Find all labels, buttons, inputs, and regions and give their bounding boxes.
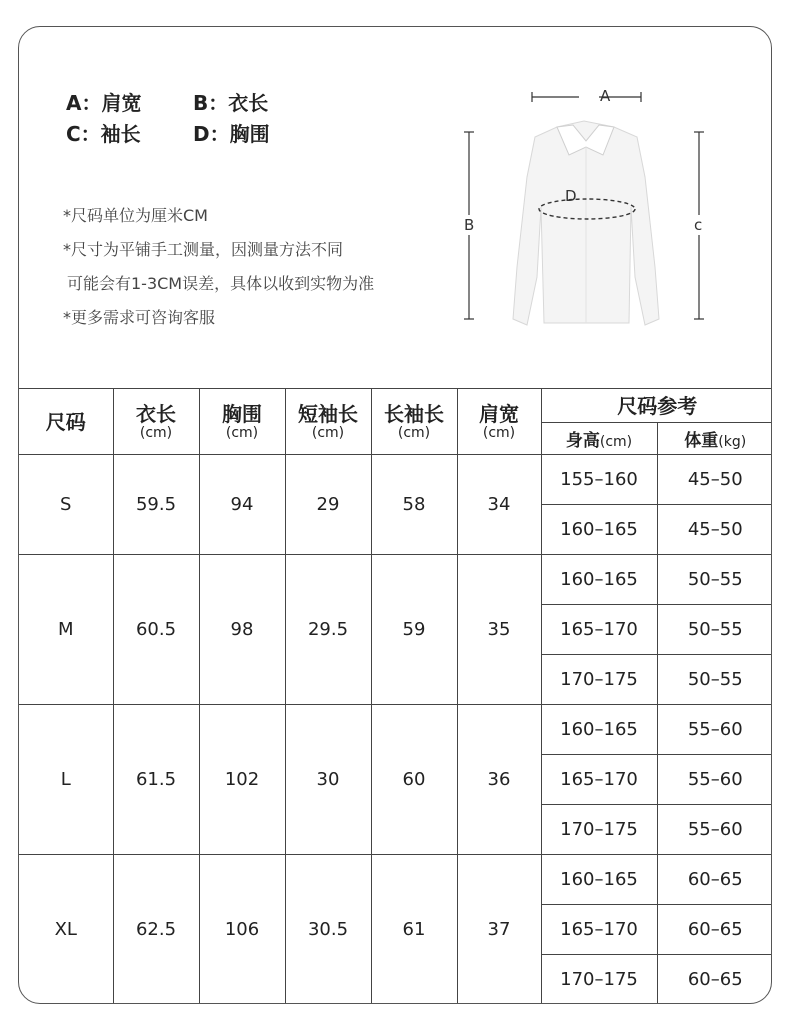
legend-d: D：胸围 [192, 122, 270, 146]
cell-length: 62.5 [113, 855, 199, 1005]
cell-height: 165–170 [541, 605, 657, 655]
cell-short-sleeve: 30.5 [285, 855, 371, 1005]
cell-weight: 55–60 [657, 805, 772, 855]
table-row [19, 455, 772, 505]
size-table [19, 388, 772, 1004]
cell-weight: 45–50 [657, 505, 772, 555]
cell-long-sleeve: 61 [371, 855, 457, 1005]
size-chart-card [18, 26, 772, 1004]
table-row [19, 855, 772, 905]
cell-length: 60.5 [113, 555, 199, 705]
header-size: 尺码 [19, 389, 113, 455]
header-length: 衣长 (cm) [113, 389, 199, 455]
note-line: *更多需求可咨询客服 [63, 308, 216, 327]
cell-chest: 94 [199, 455, 285, 555]
cell-weight: 60–65 [657, 855, 772, 905]
cell-long-sleeve: 60 [371, 705, 457, 855]
cell-length: 61.5 [113, 705, 199, 855]
note-line: *尺码单位为厘米CM [63, 206, 208, 225]
cell-long-sleeve: 58 [371, 455, 457, 555]
cell-size: S [19, 455, 113, 555]
cell-size: M [19, 555, 113, 705]
cell-long-sleeve: 59 [371, 555, 457, 705]
cell-weight: 55–60 [657, 705, 772, 755]
header-short-sleeve: 短袖长 (cm) [285, 389, 371, 455]
cell-chest: 102 [199, 705, 285, 855]
header-chest: 胸围 (cm) [199, 389, 285, 455]
cell-weight: 45–50 [657, 455, 772, 505]
cell-height: 160–165 [541, 705, 657, 755]
cell-shoulder: 36 [457, 705, 541, 855]
measurement-notes [63, 199, 374, 335]
label-b: B [464, 216, 475, 234]
label-d: D [565, 187, 577, 205]
cell-length: 59.5 [113, 455, 199, 555]
cell-weight: 50–55 [657, 555, 772, 605]
cell-weight: 55–60 [657, 755, 772, 805]
cell-height: 165–170 [541, 905, 657, 955]
cell-short-sleeve: 29.5 [285, 555, 371, 705]
cell-height: 170–175 [541, 805, 657, 855]
header-height: 身高(cm) [541, 423, 657, 455]
label-c: c [694, 216, 703, 234]
table-row [19, 705, 772, 755]
cell-shoulder: 35 [457, 555, 541, 705]
cell-shoulder: 37 [457, 855, 541, 1005]
cell-height: 155–160 [541, 455, 657, 505]
shirt-illustration [459, 87, 709, 337]
cell-short-sleeve: 30 [285, 705, 371, 855]
cell-chest: 98 [199, 555, 285, 705]
cell-short-sleeve: 29 [285, 455, 371, 555]
cell-shoulder: 34 [457, 455, 541, 555]
label-a: A [600, 87, 611, 105]
cell-chest: 106 [199, 855, 285, 1005]
note-line: 可能会有1-3CM误差，具体以收到实物为准 [67, 274, 375, 293]
shirt-measurement-diagram [459, 87, 709, 337]
cell-height: 160–165 [541, 505, 657, 555]
cell-size: XL [19, 855, 113, 1005]
cell-weight: 60–65 [657, 955, 772, 1005]
cell-height: 160–165 [541, 555, 657, 605]
measurement-legend [66, 87, 313, 149]
cell-height: 170–175 [541, 655, 657, 705]
header-size-reference: 尺码参考 [541, 389, 772, 423]
cell-height: 160–165 [541, 855, 657, 905]
cell-weight: 50–55 [657, 605, 772, 655]
header-long-sleeve: 长袖长 (cm) [371, 389, 457, 455]
legend-b: B：衣长 [192, 91, 269, 115]
cell-weight: 60–65 [657, 905, 772, 955]
header-shoulder: 肩宽 (cm) [457, 389, 541, 455]
header-weight: 体重(kg) [657, 423, 772, 455]
cell-weight: 50–55 [657, 655, 772, 705]
cell-size: L [19, 705, 113, 855]
legend-a: A：肩宽 [66, 91, 142, 115]
table-row [19, 555, 772, 605]
cell-height: 165–170 [541, 755, 657, 805]
legend-c: C：袖长 [66, 122, 141, 146]
note-line: *尺寸为平铺手工测量，因测量方法不同 [63, 240, 344, 259]
cell-height: 170–175 [541, 955, 657, 1005]
